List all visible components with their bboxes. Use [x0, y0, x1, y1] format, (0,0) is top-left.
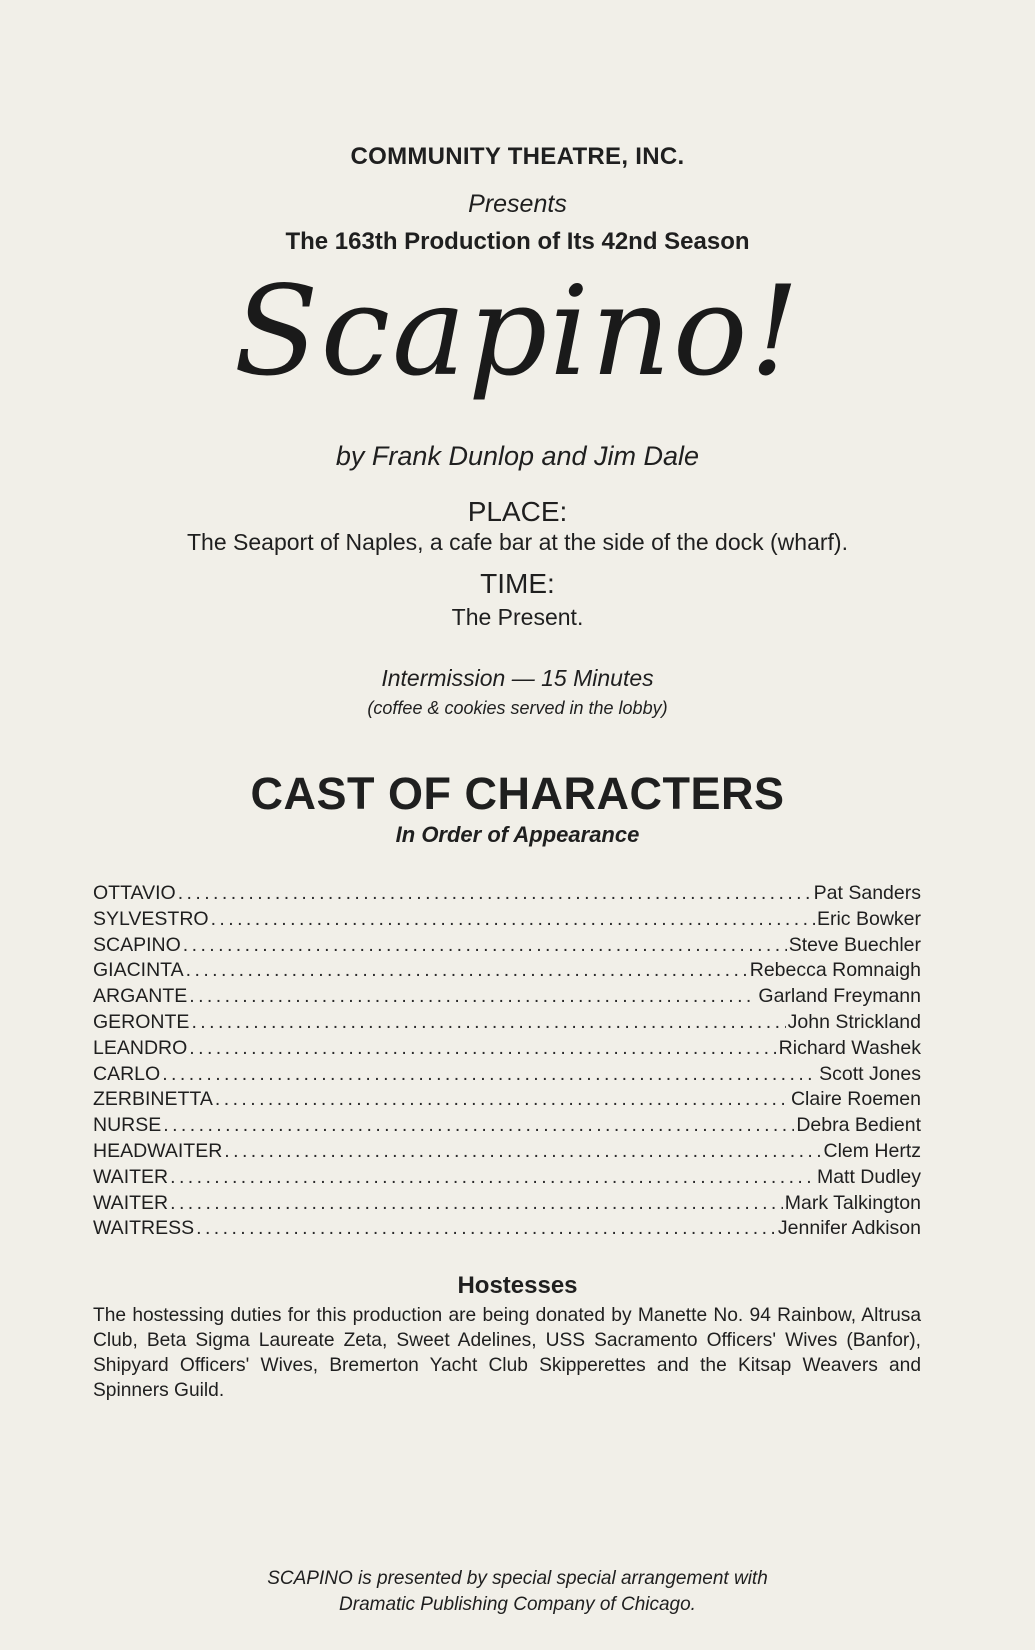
actor-name: Garland Freymann — [758, 985, 921, 1008]
hostesses-text: The hostessing duties for this production are being donated by Manette No. 94 Rainbow, Altrusa Club, Beta Sigma Laureate Zeta, Sweet Adelines, USS Sacramento Officers' Wives (Banfor), Shipyard Officers' Wives, Bremerton Yacht Club Skipperettes and the Kitsap Weavers and Spinners Guild. — [93, 1305, 921, 1401]
role-name: CARLO — [93, 1062, 161, 1085]
cast-row — [93, 1087, 921, 1113]
role-name: SCAPINO — [93, 933, 181, 956]
cast-row — [93, 1010, 921, 1036]
credit-line-2: Dramatic Publishing Company of Chicago. — [339, 1594, 696, 1615]
hostesses-heading: Hostesses — [457, 1272, 578, 1299]
role-name: GIACINTA — [93, 959, 184, 982]
actor-name: Scott Jones — [819, 1062, 921, 1085]
actor-name: Richard Washek — [778, 1036, 921, 1059]
cast-row — [93, 958, 921, 984]
intermission-note: (coffee & cookies served in the lobby) — [367, 698, 668, 718]
dot-leader — [170, 1191, 783, 1217]
actor-name: Claire Roemen — [790, 1088, 921, 1111]
cast-row — [93, 933, 921, 959]
intermission-text: Intermission — 15 Minutes — [381, 665, 654, 691]
dot-leader — [196, 1216, 776, 1242]
production-line: The 163th Production of Its 42nd Season — [285, 228, 750, 255]
role-name: HEADWAITER — [93, 1139, 223, 1162]
role-name: LEANDRO — [93, 1036, 188, 1059]
cast-row — [93, 984, 921, 1010]
dot-leader — [183, 933, 787, 959]
cast-subheading: In Order of Appearance — [395, 822, 640, 847]
publisher-credit — [0, 1566, 1035, 1618]
dot-leader — [163, 1113, 794, 1139]
cast-row — [93, 1062, 921, 1088]
role-name: NURSE — [93, 1114, 162, 1137]
credit-line-1: SCAPINO is presented by special special arrangement with — [267, 1568, 768, 1589]
time-heading: TIME: — [480, 568, 555, 599]
role-name: WAITER — [93, 1191, 169, 1214]
dot-leader — [211, 907, 815, 933]
actor-name: Debra Bedient — [796, 1114, 921, 1137]
cast-list — [93, 881, 921, 1242]
cast-row — [93, 1191, 921, 1217]
role-name: OTTAVIO — [93, 882, 176, 904]
play-title: Scapino! — [233, 260, 802, 404]
actor-name: Matt Dudley — [816, 1165, 921, 1188]
dot-leader — [186, 958, 748, 984]
actor-name: Eric Bowker — [816, 907, 921, 930]
presents-label: Presents — [468, 190, 567, 218]
dot-leader — [178, 881, 812, 907]
cast-heading: CAST OF CHARACTERS — [250, 768, 785, 819]
dot-leader — [170, 1165, 815, 1191]
actor-name: Clem Hertz — [823, 1139, 921, 1162]
actor-name: John Strickland — [787, 1010, 921, 1033]
cast-row — [93, 1139, 921, 1165]
role-name: WAITER — [93, 1165, 169, 1188]
place-heading: PLACE: — [467, 496, 568, 527]
cast-row — [93, 1113, 921, 1139]
cast-row — [93, 1216, 921, 1242]
cast-row — [93, 1036, 921, 1062]
dot-leader — [162, 1062, 817, 1088]
author-line: by Frank Dunlop and Jim Dale — [335, 441, 700, 471]
actor-name: Jennifer Adkison — [777, 1217, 921, 1240]
organization-name: COMMUNITY THEATRE, INC. — [350, 143, 685, 170]
role-name: ARGANTE — [93, 985, 188, 1008]
dot-leader — [189, 1036, 776, 1062]
dot-leader — [191, 1010, 785, 1036]
cast-row — [93, 907, 921, 933]
actor-name: Rebecca Romnaigh — [749, 959, 921, 982]
actor-name: Mark Talkington — [784, 1191, 921, 1214]
role-name: WAITRESS — [93, 1217, 195, 1240]
actor-name: Steve Buechler — [788, 933, 921, 956]
cast-row — [93, 881, 921, 907]
place-text: The Seaport of Naples, a cafe bar at the side of the dock (wharf). — [187, 529, 848, 555]
dot-leader — [224, 1139, 821, 1165]
time-text: The Present. — [451, 604, 584, 630]
cast-row — [93, 1165, 921, 1191]
role-name: ZERBINETTA — [93, 1088, 213, 1111]
dot-leader — [189, 984, 756, 1010]
dot-leader — [215, 1087, 789, 1113]
role-name: SYLVESTRO — [93, 907, 209, 930]
actor-name: Pat Sanders — [813, 882, 921, 904]
role-name: GERONTE — [93, 1010, 190, 1033]
